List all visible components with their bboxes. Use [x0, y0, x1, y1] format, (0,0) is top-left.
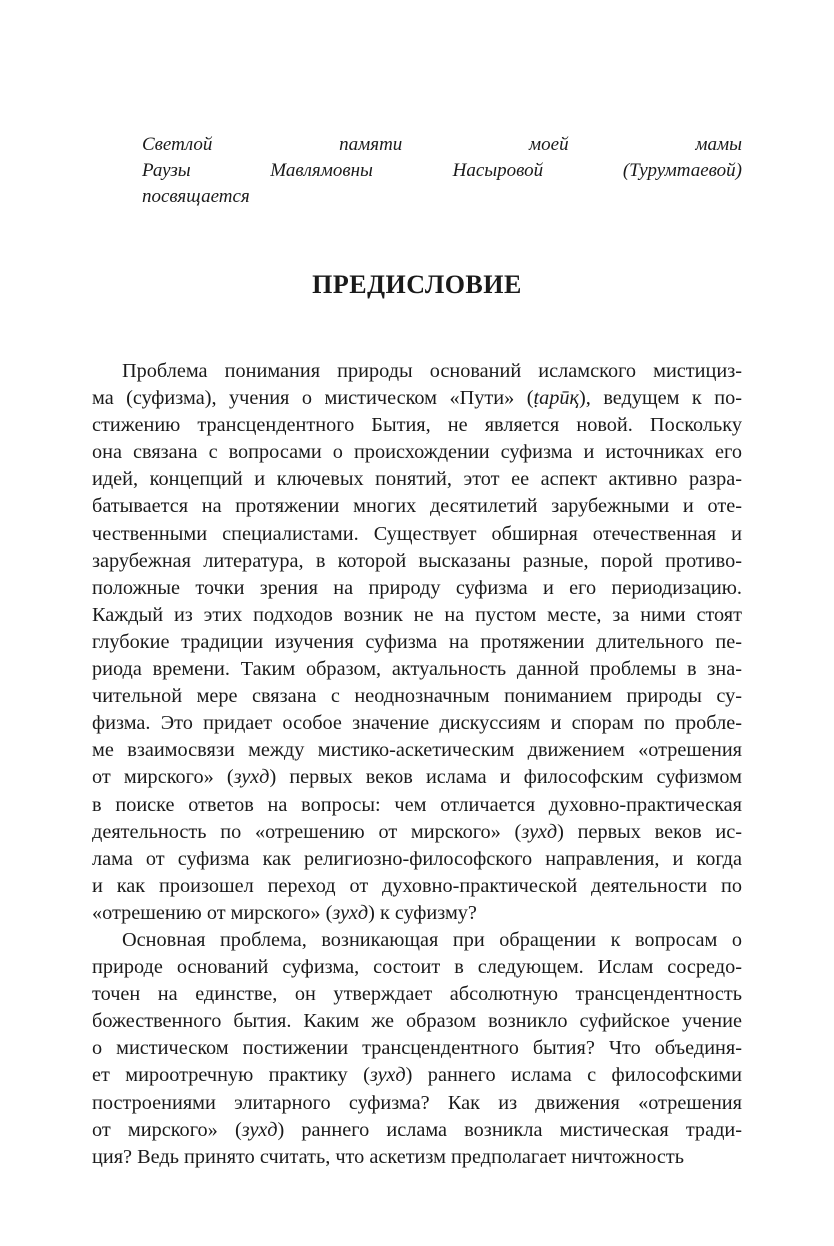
text-segment: идей, концепций и ключевых понятий, этот ее аспект активно разра-	[92, 468, 742, 491]
text-line	[92, 439, 742, 466]
text-line	[92, 737, 742, 764]
italic-term: зухд	[332, 901, 369, 924]
text-line	[92, 710, 742, 737]
text-segment: ) первых веков ислама и философским суфизмом	[269, 766, 742, 789]
italic-term: зухд	[521, 820, 558, 843]
text-segment: чественными специалистами. Существует обширная отечественная и	[92, 522, 742, 545]
text-line	[92, 1144, 742, 1171]
text-segment: ме взаимосвязи между мистико-аскетическим движением «отрешения	[92, 739, 742, 762]
text-line	[92, 521, 742, 548]
text-line	[92, 846, 742, 873]
dedication-line: Светлой памяти моей мамы	[142, 134, 742, 155]
text-line	[92, 927, 742, 954]
text-segment: ет мироотречную практику (	[92, 1064, 370, 1087]
text-segment: зарубежная литература, в которой высказаны разные, порой противо-	[92, 549, 742, 572]
dedication	[142, 132, 742, 210]
text-segment: ) раннего ислама возникла мистическая тради-	[277, 1118, 742, 1141]
text-line	[92, 358, 742, 385]
text-segment: Основная проблема, возникающая при обращении к вопросам о	[122, 928, 742, 951]
chapter-heading: ПРЕДИСЛОВИЕ	[312, 270, 522, 299]
text-segment: построениями элитарного суфизма? Как из движения «отрешения	[92, 1091, 742, 1114]
text-line	[92, 656, 742, 683]
text-segment: риода времени. Таким образом, актуальность данной проблемы в зна-	[92, 658, 742, 681]
italic-term: ṭарӣқ	[533, 387, 580, 410]
text-segment: о мистическом постижении трансцендентного бытия? Что объединя-	[92, 1037, 742, 1060]
text-segment: ция? Ведь принято считать, что аскетизм предполагает ничтожность	[92, 1145, 684, 1168]
text-segment: природе оснований суфизма, состоит в следующем. Ислам сосредо-	[92, 956, 742, 979]
text-segment: божественного бытия. Каким же образом возникло суфийское учение	[92, 1010, 742, 1033]
text-segment: деятельность по «отрешению от мирского» (	[92, 820, 522, 843]
text-segment: батывается на протяжении многих десятилетий зарубежными и оте-	[92, 495, 742, 518]
text-line	[92, 575, 742, 602]
text-line	[92, 792, 742, 819]
text-line	[92, 385, 742, 412]
text-line	[92, 493, 742, 520]
text-line	[92, 954, 742, 981]
text-line	[92, 1008, 742, 1035]
text-line	[92, 1035, 742, 1062]
italic-term: зухд	[369, 1064, 406, 1087]
paragraph	[92, 927, 742, 1171]
text-segment: ма (суфизма), учения о мистическом «Пути» (	[92, 387, 534, 410]
text-line	[92, 900, 742, 927]
text-line	[92, 466, 742, 493]
text-segment: физма. Это придает особое значение дискуссиям и спорам по пробле-	[92, 712, 742, 735]
body-text	[92, 358, 742, 1171]
text-segment: глубокие традиции изучения суфизма на протяжении длительного пе-	[92, 630, 742, 653]
text-line	[92, 683, 742, 710]
text-segment: в поиске ответов на вопросы: чем отличается духовно-практическая	[92, 793, 742, 816]
text-segment: «отрешению от мирского» (	[92, 901, 333, 924]
dedication-line: посвящается	[142, 186, 250, 207]
text-line	[92, 602, 742, 629]
italic-term: зухд	[241, 1118, 278, 1141]
text-line	[92, 819, 742, 846]
text-segment: от мирского» (	[92, 766, 234, 789]
text-line	[92, 412, 742, 439]
text-segment: ) раннего ислама с философскими	[405, 1064, 742, 1087]
text-line	[92, 548, 742, 575]
text-segment: чительной мере связана с неоднозначным пониманием природы су-	[92, 685, 742, 708]
text-segment: от мирского» (	[92, 1118, 242, 1141]
text-segment: ) первых веков ис-	[557, 820, 743, 843]
text-segment: лама от суфизма как религиозно-философского направления, и когда	[92, 847, 742, 870]
text-line	[92, 764, 742, 791]
dedication-line: Раузы Мавлямовны Насыровой (Турумтаевой)	[142, 160, 742, 181]
text-segment: и как произошел переход от духовно-практической деятельности по	[92, 874, 742, 897]
italic-term: зухд	[233, 766, 270, 789]
text-segment: положные точки зрения на природу суфизма и его периодизацию.	[92, 576, 742, 599]
text-line	[92, 1090, 742, 1117]
text-line	[92, 981, 742, 1008]
paragraph	[92, 358, 742, 927]
text-line	[92, 873, 742, 900]
text-line	[92, 1117, 742, 1144]
text-segment: точен на единстве, он утверждает абсолютную трансцендентность	[92, 983, 742, 1006]
text-segment: стижению трансцендентного Бытия, не является новой. Поскольку	[92, 414, 742, 437]
text-segment: она связана с вопросами о происхождении суфизма и источниках его	[92, 441, 742, 464]
text-segment: Проблема понимания природы оснований исламского мистициз-	[122, 360, 742, 382]
text-line	[92, 1062, 742, 1089]
text-segment: ), ведущем к по-	[579, 387, 742, 410]
text-segment: Каждый из этих подходов возник не на пустом месте, за ними стоят	[92, 603, 742, 626]
text-line	[92, 629, 742, 656]
text-segment: ) к суфизму?	[368, 901, 477, 924]
